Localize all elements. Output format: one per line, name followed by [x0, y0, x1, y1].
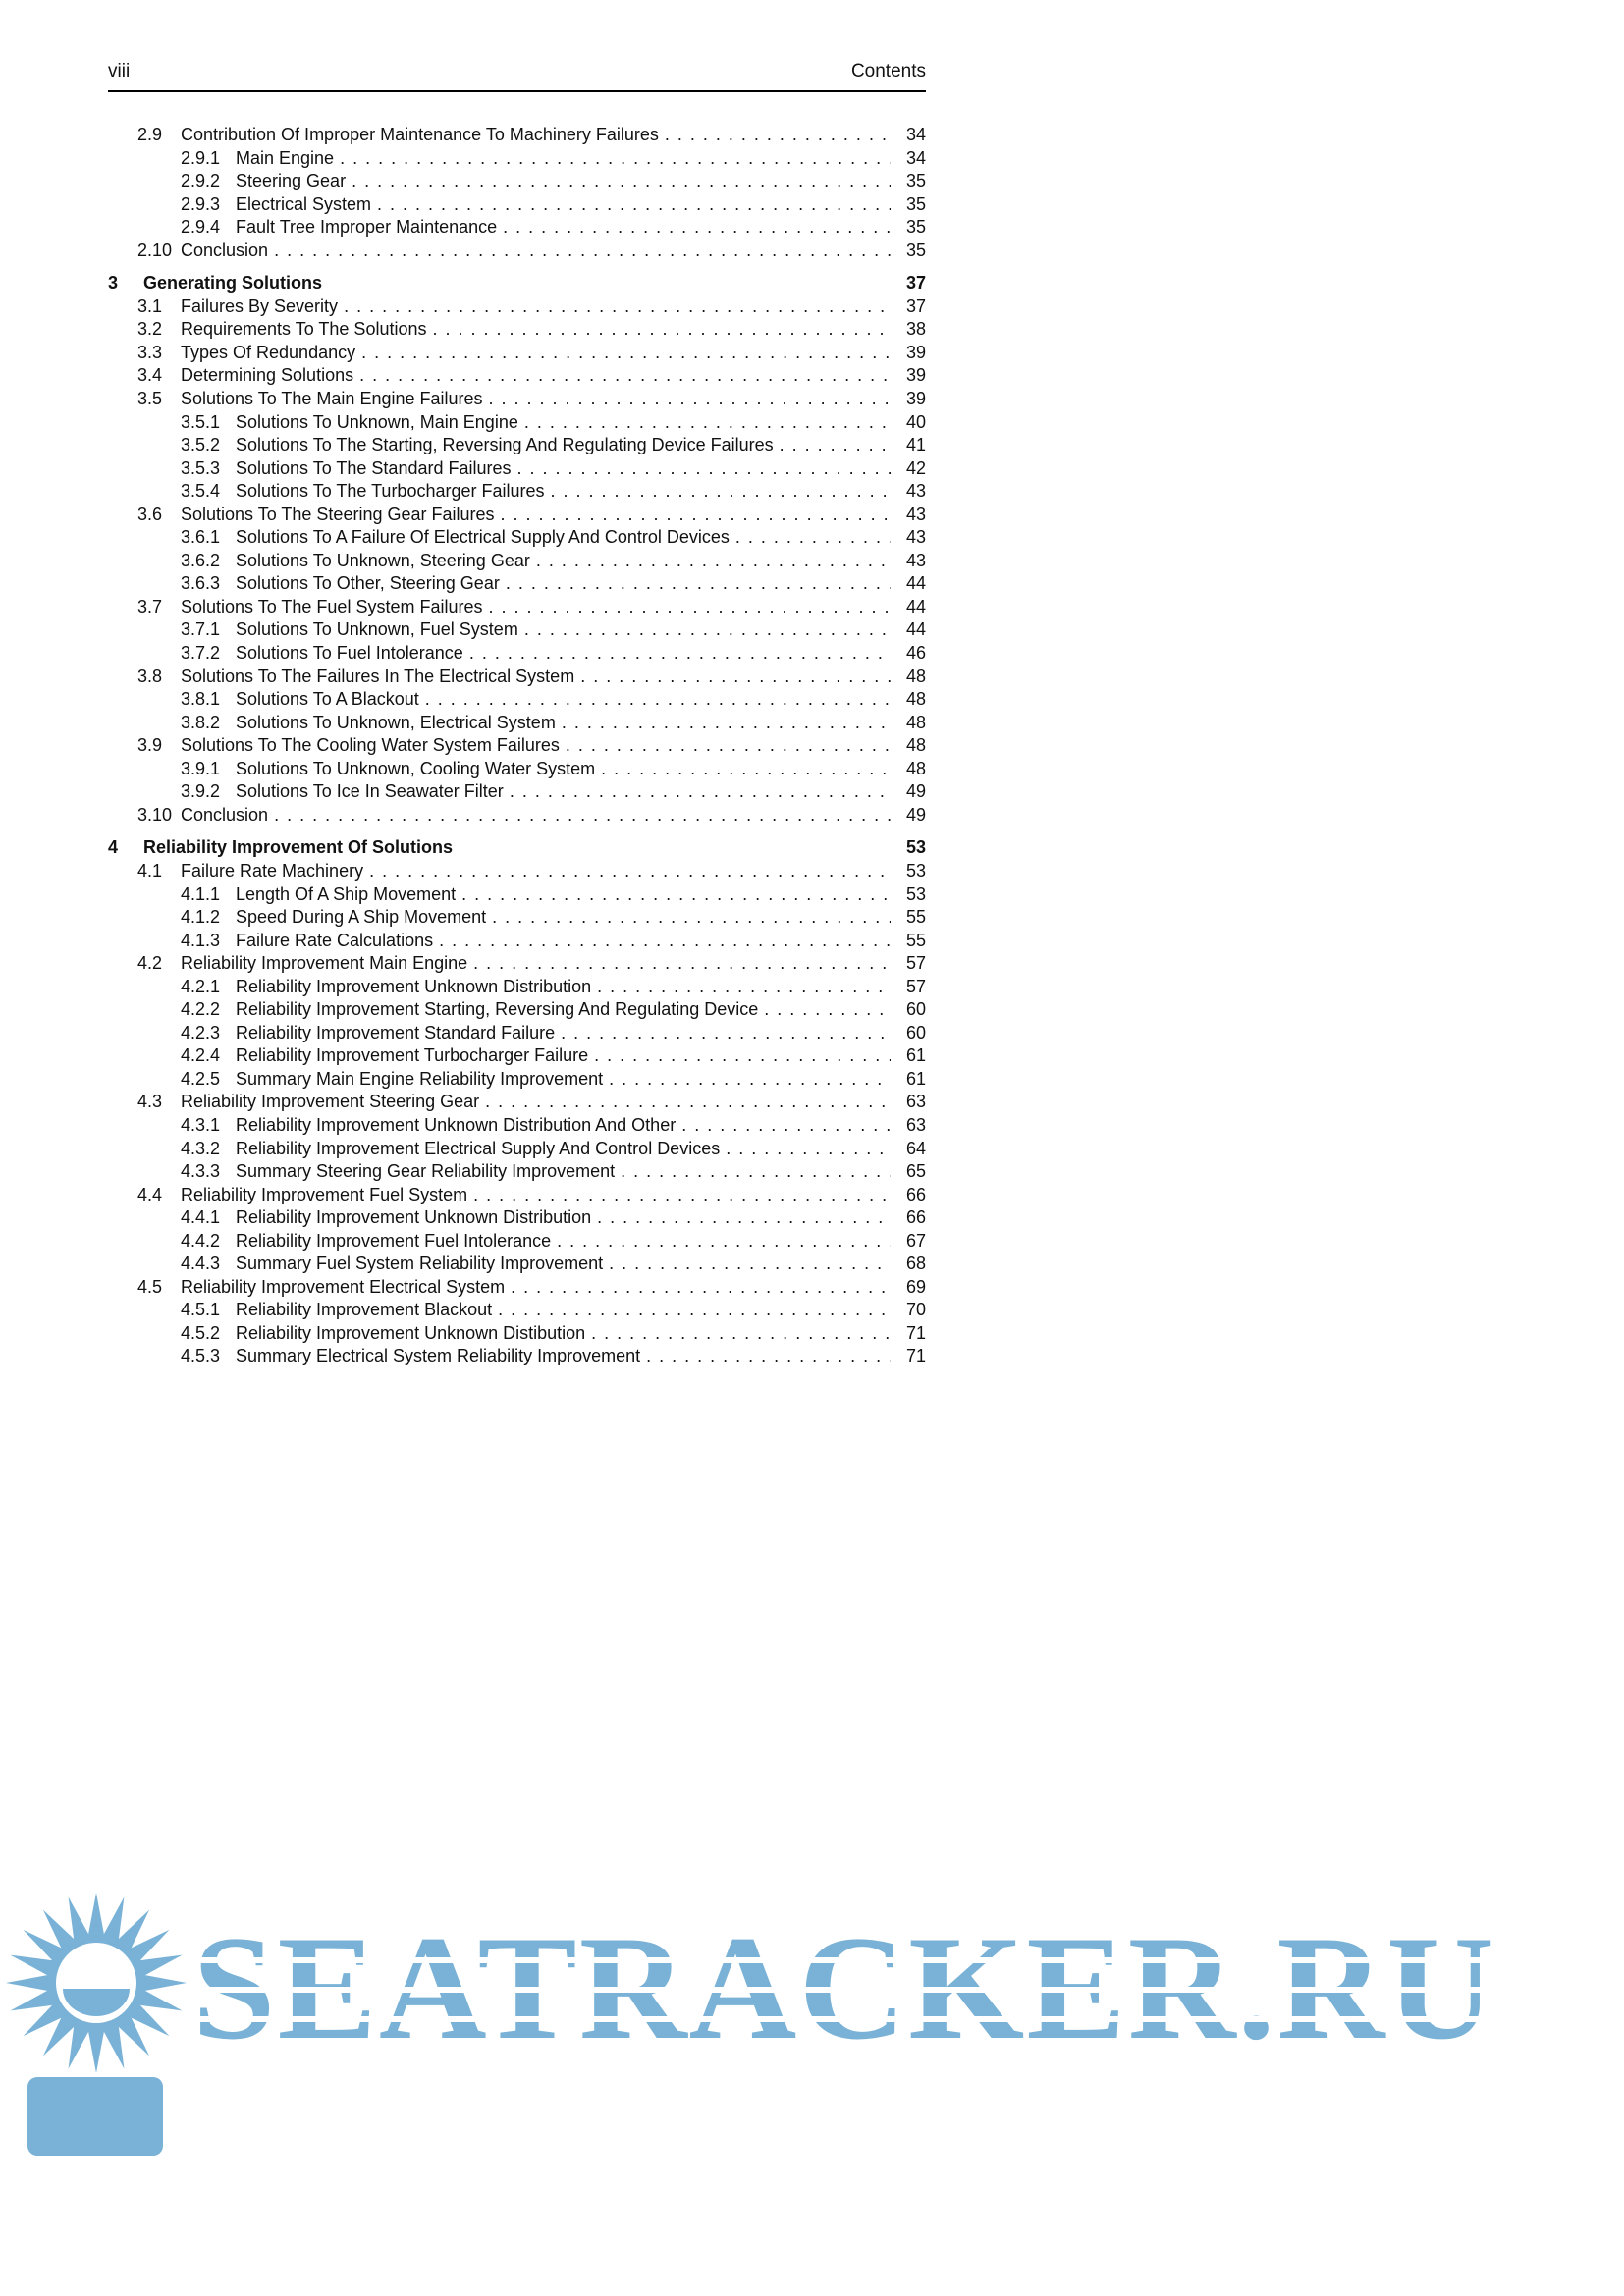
toc-entry-page: 35	[905, 171, 926, 191]
toc-entry-title: Reliability Improvement Blackout	[236, 1300, 493, 1320]
dot-leader	[352, 170, 891, 193]
dot-leader	[646, 1345, 891, 1368]
toc-subsection-row	[108, 1299, 926, 1322]
toc-chapter-row	[108, 836, 926, 860]
toc-subsection-row	[108, 1160, 926, 1184]
dot-leader	[439, 930, 891, 953]
toc-entry-page: 37	[905, 295, 926, 316]
dot-leader	[665, 124, 891, 147]
toc-entry-title: Failure Rate Calculations	[236, 930, 434, 950]
toc-subsection-row	[108, 457, 926, 481]
dot-leader	[601, 758, 891, 781]
toc-entry-page: 43	[905, 527, 926, 548]
toc-entry-number: 2.9.3	[181, 193, 221, 214]
dot-leader	[473, 1184, 891, 1207]
toc-entry-page: 48	[905, 758, 926, 778]
dot-leader	[461, 883, 891, 907]
toc-subsection-row	[108, 550, 926, 573]
toc-subsection-row	[108, 998, 926, 1022]
dot-leader	[359, 364, 891, 388]
toc-entry-number: 4.2.1	[181, 976, 221, 996]
toc-entry-page: 60	[905, 999, 926, 1020]
toc-entry-title: Solutions To The Starting, Reversing And Regulating Device Failures	[236, 435, 774, 455]
dot-leader	[489, 388, 891, 411]
toc-entry-number: 3.5.1	[181, 411, 221, 432]
toc-entry-number: 3.3	[137, 342, 163, 362]
toc-chapter-row	[108, 272, 926, 295]
toc-subsection-row	[108, 1138, 926, 1161]
toc-subsection-row	[108, 976, 926, 999]
toc-subsection-row	[108, 758, 926, 781]
toc-entry-page: 48	[905, 689, 926, 710]
dot-leader	[485, 1091, 891, 1114]
toc-entry-number: 3.10	[137, 804, 173, 825]
toc-entry-title: Reliability Improvement Steering Gear	[181, 1092, 480, 1112]
toc-entry-number: 4.1.1	[181, 883, 221, 904]
page-header	[108, 61, 926, 82]
toc-entry-page: 43	[905, 504, 926, 524]
toc-entry-page: 66	[905, 1184, 926, 1204]
toc-entry-title: Reliability Improvement Unknown Distribution And Other	[236, 1114, 677, 1135]
toc-entry-page: 57	[905, 953, 926, 974]
toc-subsection-row	[108, 147, 926, 171]
toc-entry-page: 35	[905, 193, 926, 214]
toc-subsection-row	[108, 411, 926, 435]
toc-subsection-row	[108, 930, 926, 953]
toc-section-row	[108, 504, 926, 527]
toc-entry-title: Reliability Improvement Unknown Distribution	[236, 1207, 592, 1228]
toc-entry-title: Reliability Improvement Fuel Intolerance	[236, 1230, 552, 1251]
toc-section-row	[108, 388, 926, 411]
toc-entry-number: 4.1.2	[181, 907, 221, 928]
toc-entry-number: 4.5	[137, 1276, 163, 1297]
toc-entry-page: 71	[905, 1346, 926, 1366]
toc-subsection-row	[108, 712, 926, 735]
toc-entry-number: 4.2.2	[181, 999, 221, 1020]
toc-entry-title: Solutions To A Blackout	[236, 689, 419, 710]
toc-entry-title: Solutions To Fuel Intolerance	[236, 643, 463, 664]
toc-entry-number: 3.7.2	[181, 643, 221, 664]
toc-entry-title: Length Of A Ship Movement	[236, 883, 457, 904]
toc-entry-number: 3.9.2	[181, 781, 221, 802]
toc-entry-title: Summary Electrical System Reliability Improvement	[236, 1346, 641, 1366]
toc-entry-title: Reliability Improvement Unknown Distribution	[236, 976, 592, 996]
dot-leader	[735, 526, 891, 550]
toc-entry-page: 64	[905, 1138, 926, 1158]
toc-entry-page: 34	[905, 147, 926, 168]
toc-section-row	[108, 1091, 926, 1114]
dot-leader	[597, 1206, 891, 1230]
sun-icon	[6, 1883, 188, 2163]
toc-entry-title: Reliability Improvement Standard Failure	[236, 1022, 556, 1042]
toc-subsection-row	[108, 572, 926, 596]
watermark	[0, 1883, 1624, 2177]
dot-leader	[561, 1022, 891, 1045]
dot-leader	[473, 952, 891, 976]
toc-entry-number: 4.4.2	[181, 1230, 221, 1251]
toc-entry-number: 3.1	[137, 295, 163, 316]
dot-leader	[469, 642, 891, 666]
toc-entry-title: Determining Solutions	[181, 365, 354, 386]
toc-section-row	[108, 1184, 926, 1207]
toc-entry-number: 4.5.3	[181, 1346, 221, 1366]
toc-entry-number: 4.3.1	[181, 1114, 221, 1135]
toc-entry-number: 3.8.1	[181, 689, 221, 710]
toc-entry-title: Fault Tree Improper Maintenance	[236, 217, 498, 238]
toc-entry-page: 66	[905, 1207, 926, 1228]
dot-leader	[344, 295, 891, 319]
dot-leader	[498, 1299, 891, 1322]
toc-entry-number: 3.6.2	[181, 550, 221, 570]
toc-entry-number: 3.4	[137, 365, 163, 386]
toc-entry-number: 3.6	[137, 504, 163, 524]
toc-entry-number: 4.3.3	[181, 1161, 221, 1182]
toc-subsection-row	[108, 883, 926, 907]
toc-entry-number: 4.4.3	[181, 1254, 221, 1274]
dot-leader	[501, 504, 891, 527]
toc-entry-title: Solutions To A Failure Of Electrical Supply And Control Devices	[236, 527, 730, 548]
toc-entry-number: 3.6.3	[181, 573, 221, 594]
header-page-number: viii	[108, 61, 131, 81]
toc-entry-page: 48	[905, 666, 926, 686]
dot-leader	[503, 216, 891, 240]
dot-leader	[726, 1138, 891, 1161]
dot-leader	[340, 147, 891, 171]
toc-entry-page: 39	[905, 365, 926, 386]
toc-entry-number: 2.9.4	[181, 217, 221, 238]
toc-entry-page: 39	[905, 342, 926, 362]
toc-entry-title: Reliability Improvement Main Engine	[181, 953, 468, 974]
toc-entry-page: 41	[905, 435, 926, 455]
toc-entry-title: Reliability Improvement Of Solutions	[143, 837, 454, 858]
dot-leader	[369, 860, 891, 883]
toc-entry-number: 3.2	[137, 319, 163, 340]
dot-leader	[274, 240, 891, 263]
toc-entry-page: 43	[905, 550, 926, 570]
toc-entry-number: 4.1.3	[181, 930, 221, 950]
toc-subsection-row	[108, 480, 926, 504]
dot-leader	[492, 906, 891, 930]
toc-entry-title: Solutions To Unknown, Cooling Water System	[236, 758, 596, 778]
dot-leader	[524, 411, 891, 435]
toc-entry-page: 42	[905, 457, 926, 478]
toc-section-row	[108, 318, 926, 342]
toc-subsection-row	[108, 642, 926, 666]
toc-entry-title: Solutions To The Standard Failures	[236, 457, 512, 478]
toc-subsection-row	[108, 1068, 926, 1092]
dot-leader	[594, 1044, 891, 1068]
toc-entry-page: 63	[905, 1092, 926, 1112]
dot-leader	[609, 1253, 891, 1276]
toc-entry-number: 3	[108, 273, 119, 294]
toc-subsection-row	[108, 780, 926, 804]
toc-entry-number: 4.5.2	[181, 1322, 221, 1343]
toc-entry-page: 35	[905, 217, 926, 238]
dot-leader	[511, 1276, 891, 1300]
toc-entry-number: 4.2	[137, 953, 163, 974]
toc-entry-title: Reliability Improvement Electrical Supply And Control Devices	[236, 1138, 721, 1158]
dot-leader	[557, 1230, 891, 1254]
toc-entry-number: 4	[108, 837, 119, 858]
toc-subsection-row	[108, 1345, 926, 1368]
toc-section-row	[108, 596, 926, 619]
toc-entry-title: Summary Main Engine Reliability Improvement	[236, 1068, 604, 1089]
toc-entry-number: 4.5.1	[181, 1300, 221, 1320]
toc-entry-number: 2.9.1	[181, 147, 221, 168]
dot-leader	[377, 193, 891, 217]
toc-entry-page: 61	[905, 1068, 926, 1089]
toc-entry-page: 39	[905, 389, 926, 409]
toc-subsection-row	[108, 434, 926, 457]
toc-entry-page: 71	[905, 1322, 926, 1343]
dot-leader	[432, 318, 891, 342]
toc-entry-page: 53	[905, 860, 926, 881]
toc-entry-title: Steering Gear	[236, 171, 347, 191]
toc-section-row	[108, 364, 926, 388]
dot-leader	[524, 618, 891, 642]
dot-leader	[566, 734, 891, 758]
toc-entry-title: Speed During A Ship Movement	[236, 907, 487, 928]
toc-entry-page: 70	[905, 1300, 926, 1320]
dot-leader	[597, 976, 891, 999]
toc-entry-number: 2.9	[137, 125, 163, 144]
toc-subsection-row	[108, 193, 926, 217]
toc-entry-title: Electrical System	[236, 193, 372, 214]
header-rule	[108, 90, 926, 92]
toc-subsection-row	[108, 618, 926, 642]
toc-entry-number: 4.3	[137, 1092, 163, 1112]
toc-entry-page: 55	[905, 907, 926, 928]
toc-subsection-row	[108, 906, 926, 930]
toc-section-row	[108, 860, 926, 883]
toc-entry-number: 2.10	[137, 240, 173, 260]
toc-entry-number: 4.2.4	[181, 1045, 221, 1066]
toc-entry-title: Summary Fuel System Reliability Improvement	[236, 1254, 604, 1274]
toc-entry-title: Generating Solutions	[143, 273, 323, 294]
dot-leader	[361, 342, 891, 365]
toc-entry-title: Solutions To Unknown, Steering Gear	[236, 550, 530, 570]
dot-leader	[591, 1322, 891, 1346]
toc-entry-page: 60	[905, 1022, 926, 1042]
toc-entry-number: 4.4	[137, 1184, 163, 1204]
toc-entry-page: 57	[905, 976, 926, 996]
toc-entry-title: Solutions To The Main Engine Failures	[181, 389, 483, 409]
toc-entry-page: 49	[905, 804, 926, 825]
toc-entry-title: Requirements To The Solutions	[181, 319, 427, 340]
toc-entry-title: Solutions To Unknown, Electrical System	[236, 712, 556, 732]
dot-leader	[551, 480, 891, 504]
toc-entry-page: 46	[905, 643, 926, 664]
toc-entry-page: 55	[905, 930, 926, 950]
toc-section-row	[108, 952, 926, 976]
toc-entry-title: Conclusion	[181, 240, 269, 260]
toc-section-row	[108, 295, 926, 319]
toc-entry-title: Solutions To Unknown, Main Engine	[236, 411, 518, 432]
header-title: Contents	[850, 61, 926, 81]
table-of-contents	[108, 124, 926, 1368]
toc-entry-title: Contribution Of Improper Maintenance To Machinery Failures	[181, 125, 659, 144]
toc-entry-title: Reliability Improvement Turbocharger Failure	[236, 1045, 589, 1066]
toc-entry-title: Conclusion	[181, 804, 269, 825]
toc-subsection-row	[108, 1114, 926, 1138]
toc-entry-title: Main Engine	[236, 147, 335, 168]
toc-subsection-row	[108, 1253, 926, 1276]
dot-leader	[780, 434, 891, 457]
watermark-text: SEATRACKER.RU	[192, 1904, 1624, 2101]
toc-entry-number: 3.9.1	[181, 758, 221, 778]
toc-entry-title: Solutions To The Cooling Water System Failures	[181, 735, 560, 756]
toc-entry-title: Reliability Improvement Fuel System	[181, 1184, 468, 1204]
toc-entry-page: 53	[905, 883, 926, 904]
toc-subsection-row	[108, 1322, 926, 1346]
toc-entry-page: 68	[905, 1254, 926, 1274]
dot-leader	[621, 1160, 891, 1184]
toc-subsection-row	[108, 1044, 926, 1068]
toc-entry-number: 3.8.2	[181, 712, 221, 732]
toc-section-row	[108, 124, 926, 147]
toc-subsection-row	[108, 216, 926, 240]
toc-entry-number: 3.8	[137, 666, 163, 686]
toc-entry-page: 48	[905, 712, 926, 732]
toc-entry-page: 63	[905, 1114, 926, 1135]
toc-entry-number: 4.1	[137, 860, 163, 881]
toc-entry-title: Failures By Severity	[181, 295, 339, 316]
toc-entry-number: 2.9.2	[181, 171, 221, 191]
dot-leader	[425, 688, 891, 712]
toc-subsection-row	[108, 170, 926, 193]
toc-entry-page: 35	[905, 240, 926, 260]
toc-entry-number: 4.2.5	[181, 1068, 221, 1089]
dot-leader	[506, 572, 891, 596]
toc-section-row	[108, 734, 926, 758]
toc-entry-number: 3.7.1	[181, 619, 221, 640]
toc-section-row	[108, 1276, 926, 1300]
toc-entry-number: 3.5	[137, 389, 163, 409]
toc-subsection-row	[108, 688, 926, 712]
toc-entry-page: 53	[905, 837, 926, 858]
toc-entry-title: Solutions To Ice In Seawater Filter	[236, 781, 504, 802]
toc-section-row	[108, 240, 926, 263]
toc-entry-title: Solutions To Unknown, Fuel System	[236, 619, 518, 640]
toc-entry-page: 44	[905, 573, 926, 594]
toc-entry-page: 48	[905, 735, 926, 756]
toc-entry-title: Types Of Redundancy	[181, 342, 356, 362]
dot-leader	[536, 550, 891, 573]
toc-entry-number: 4.2.3	[181, 1022, 221, 1042]
toc-entry-title: Solutions To The Failures In The Electrical System	[181, 666, 575, 686]
toc-entry-title: Reliability Improvement Starting, Reversing And Regulating Device	[236, 999, 759, 1020]
dot-leader	[580, 666, 891, 689]
toc-entry-title: Failure Rate Machinery	[181, 860, 364, 881]
toc-subsection-row	[108, 526, 926, 550]
dot-leader	[562, 712, 891, 735]
toc-entry-page: 37	[905, 273, 926, 294]
toc-entry-page: 61	[905, 1045, 926, 1066]
toc-entry-title: Solutions To The Steering Gear Failures	[181, 504, 495, 524]
toc-entry-page: 40	[905, 411, 926, 432]
toc-entry-title: Summary Steering Gear Reliability Improvement	[236, 1161, 616, 1182]
toc-section-row	[108, 804, 926, 828]
dot-leader	[274, 804, 891, 828]
toc-entry-page: 44	[905, 596, 926, 616]
toc-entry-number: 3.5.4	[181, 481, 221, 502]
toc-entry-page: 38	[905, 319, 926, 340]
toc-entry-page: 49	[905, 781, 926, 802]
toc-entry-title: Reliability Improvement Unknown Distibution	[236, 1322, 586, 1343]
dot-leader	[510, 780, 891, 804]
toc-subsection-row	[108, 1206, 926, 1230]
toc-section-row	[108, 666, 926, 689]
toc-subsection-row	[108, 1230, 926, 1254]
toc-entry-title: Reliability Improvement Electrical System	[181, 1276, 506, 1297]
dot-leader	[764, 998, 891, 1022]
toc-entry-title: Solutions To Other, Steering Gear	[236, 573, 500, 594]
toc-entry-number: 3.6.1	[181, 527, 221, 548]
toc-subsection-row	[108, 1022, 926, 1045]
dot-leader	[609, 1068, 891, 1092]
toc-entry-number: 3.5.2	[181, 435, 221, 455]
toc-entry-number: 4.3.2	[181, 1138, 221, 1158]
toc-entry-page: 69	[905, 1276, 926, 1297]
toc-entry-page: 67	[905, 1230, 926, 1251]
toc-entry-number: 3.5.3	[181, 457, 221, 478]
dot-leader	[681, 1114, 891, 1138]
toc-entry-page: 44	[905, 619, 926, 640]
toc-section-row	[108, 342, 926, 365]
toc-entry-title: Solutions To The Fuel System Failures	[181, 596, 483, 616]
toc-entry-page: 34	[905, 125, 926, 144]
toc-entry-page: 65	[905, 1161, 926, 1182]
dot-leader	[488, 596, 891, 619]
toc-entry-number: 3.7	[137, 596, 163, 616]
toc-entry-number: 4.4.1	[181, 1207, 221, 1228]
toc-entry-page: 43	[905, 481, 926, 502]
toc-entry-title: Solutions To The Turbocharger Failures	[236, 481, 545, 502]
toc-entry-number: 3.9	[137, 735, 163, 756]
dot-leader	[517, 457, 891, 481]
